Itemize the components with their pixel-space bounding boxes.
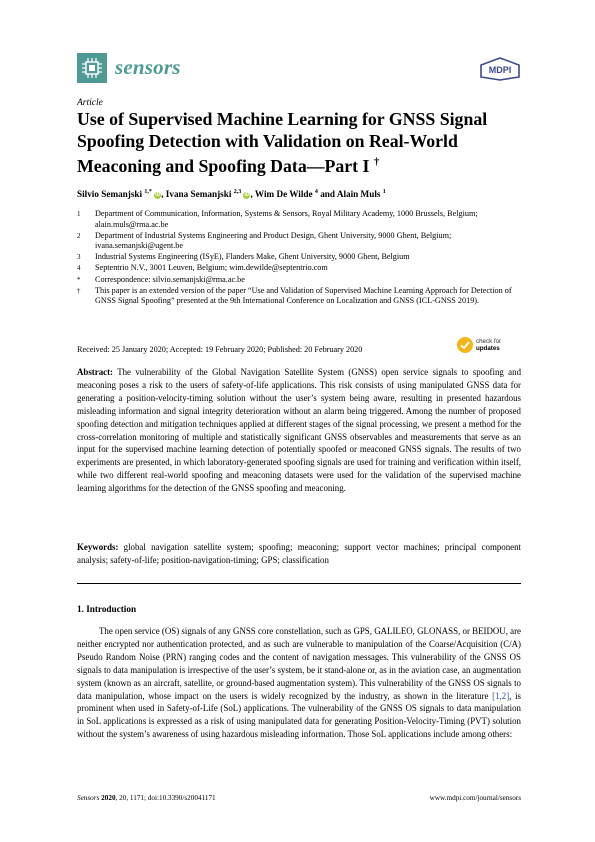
publication-dates: Received: 25 January 2020; Accepted: 19 February 2020; Published: 20 February 2020	[77, 345, 363, 354]
abstract-label: Abstract:	[77, 367, 113, 377]
affiliation-mark: 3	[77, 253, 81, 262]
keywords	[77, 541, 521, 567]
author-name[interactable]: Alain Muls	[336, 189, 381, 200]
affiliation-item	[77, 252, 521, 263]
affiliation-text: Industrial Systems Engineering (ISyE), Flanders Make, Ghent University, 9000 Ghent, Belgium	[95, 252, 410, 262]
footer-year: 2020	[101, 794, 116, 802]
author-name[interactable]: Wim De Wilde	[254, 189, 313, 200]
journal-name: sensors	[115, 55, 181, 79]
check-updates-label	[476, 338, 501, 352]
article-title-text: Use of Supervised Machine Learning for GNSS Signal Spoofing Detection with Validation on Real-World Meaconing and Spoofing Data—Part I	[77, 109, 488, 176]
affiliation-item	[77, 209, 521, 230]
affiliation-text: Department of Communication, Information, Systems & Sensors, Royal Military Academy, 1000 Brussels, Belgium; alain.muls@rma.ac.be	[95, 209, 478, 229]
affiliation-text: Septentrio N.V., 3001 Leuven, Belgium; wim.dewilde@septentrio.com	[95, 263, 328, 273]
paragraph-text: , is prominent when used in Safety-of-Life (SoL) applications. The vulnerability of the GNSS OS signals to data manipulation in SoL applications is expressed as a risk of using manipulated data for generating Position-Velocity-Timing (PVT) solution without the system’s awareness of using hazardous misleading information. Those SoL applications include among others:	[77, 690, 522, 740]
affiliation-mark: †	[77, 286, 81, 295]
author-separator: ,	[161, 189, 166, 200]
author-separator: ,	[250, 189, 255, 200]
affiliation-mark: 2	[77, 231, 81, 240]
paragraph-text: The open service (OS) signals of any GNSS core constellation, such as GPS, GALILEO, GLONASS, or BEIDOU, are neither encrypted nor authentication protected, and as such are vulnerable to manipulation of the Coarse/Acquisition (C/A) Pseudo Random Noise (PRN) ranging codes and the content of navigation messages. This vulnerability of the GNSS OS signals to data manipulation is irrespective of the user’s system, be it stand-alone or, as in the aviation case, an augmentation system (known as an aircraft, satellite, or ground-based augmentation system). This vulnerability of the GNSS OS signals to data manipulation, whose impact on the users is widely recognized by the industry, as shown in the literature	[77, 626, 521, 701]
author-affiliation-mark: 1,*	[144, 189, 152, 195]
check-updates-icon	[457, 337, 473, 353]
paragraph	[77, 625, 521, 741]
affiliation-item	[77, 286, 521, 307]
orcid-icon[interactable]: iD	[244, 192, 250, 199]
author-name[interactable]: Silvio Semanjski	[77, 189, 143, 200]
check-updates-line2: updates	[476, 345, 500, 352]
journal-logo-icon	[77, 53, 107, 83]
orcid-icon[interactable]: iD	[155, 192, 161, 199]
author-affiliation-mark: 4	[314, 189, 318, 195]
citation-bracket-close: ]	[506, 690, 510, 701]
footer-url[interactable]: www.mdpi.com/journal/sensors	[429, 794, 521, 802]
section-title: 1. Introduction	[77, 604, 137, 614]
keywords-label: Keywords:	[77, 542, 119, 552]
abstract-text: The vulnerability of the Global Navigation Satellite System (GNSS) open service signals to spoofing and meaconing poses a risk to the users of safety-of-life applications. This risk consists of using manipulated GNSS data for generating a position-velocity-timing solution without the user’s system being aware, resulting in presented hazardous misleading information and signal integrity deterioration without an alarm being triggered. Among the number of proposed spoofing detection and mitigation techniques applied at different stages of the signal processing, we present a method for the cross-correlation monitoring of multiple and statistically significant GNSS observables and measurements that serve as an input for the supervised machine learning detection of potentially spoofed or meaconed GNSS signals. The results of two experiments are presented, in which laboratory-generated spoofing signals are used for training and verification within itself, while two different real-world spoofing and meaconing datasets were used for the validation of the supervised machine learning algorithms for the detection of the GNSS spoofing and meaconing.	[77, 367, 522, 494]
affiliation-mark: *	[77, 275, 81, 284]
author-affiliation-mark: 2,3	[233, 189, 242, 195]
section-body	[77, 625, 521, 741]
affiliation-text: This paper is an extended version of the paper “Use and Validation of Supervised Machine Learning Approach for Detection of GNSS Signal Spoofing” presented at the 9th International Conference on Localization and GNSS (ICL-GNSS 2019).	[95, 285, 512, 306]
citation-separator: ,	[499, 690, 502, 701]
author-name[interactable]: Ivana Semanjski	[165, 189, 232, 200]
affiliation-item	[77, 231, 521, 252]
footer-citation-text: , 20, 1171; doi:10.3390/s20041171	[115, 794, 216, 802]
mdpi-logo-icon	[479, 57, 521, 81]
title-footnote-mark: †	[373, 156, 380, 168]
author-separator: and	[317, 189, 337, 200]
citation-bracket-open: [	[492, 690, 496, 701]
abstract	[77, 366, 521, 495]
section-divider	[77, 583, 521, 584]
mdpi-logo-text: MDPI	[488, 65, 512, 75]
citation-link[interactable]: 1	[495, 690, 500, 701]
keywords-text: global navigation satellite system; spoofing; meaconing; support vector machines; principal component analysis; safety-of-life; position-navigation-timing; GPS; classification	[77, 542, 521, 565]
affiliation-mark: 1	[77, 210, 81, 218]
footer-citation	[77, 794, 216, 802]
affiliation-item	[77, 275, 521, 286]
affiliation-mark: 4	[77, 264, 81, 273]
article-title	[77, 109, 521, 177]
affiliation-text: Correspondence: silvio.semanjski@rma.ac.be	[95, 274, 245, 284]
author-affiliation-mark: 1	[382, 189, 386, 195]
check-for-updates-button[interactable]	[457, 335, 519, 355]
check-updates-line1: check for	[476, 338, 502, 345]
author-list	[77, 189, 521, 199]
affiliation-text: Department of Industrial Systems Engineering and Product Design, Ghent University, 9000 Ghent, Belgium; ivana.semanjski@ugent.be	[95, 230, 452, 251]
citation-link[interactable]: 2	[501, 690, 507, 701]
article-type: Article	[77, 98, 103, 108]
affiliation-item	[77, 263, 521, 274]
journal-header	[77, 53, 521, 85]
affiliation-list	[77, 209, 521, 307]
footer-journal: Sensors	[77, 794, 100, 802]
